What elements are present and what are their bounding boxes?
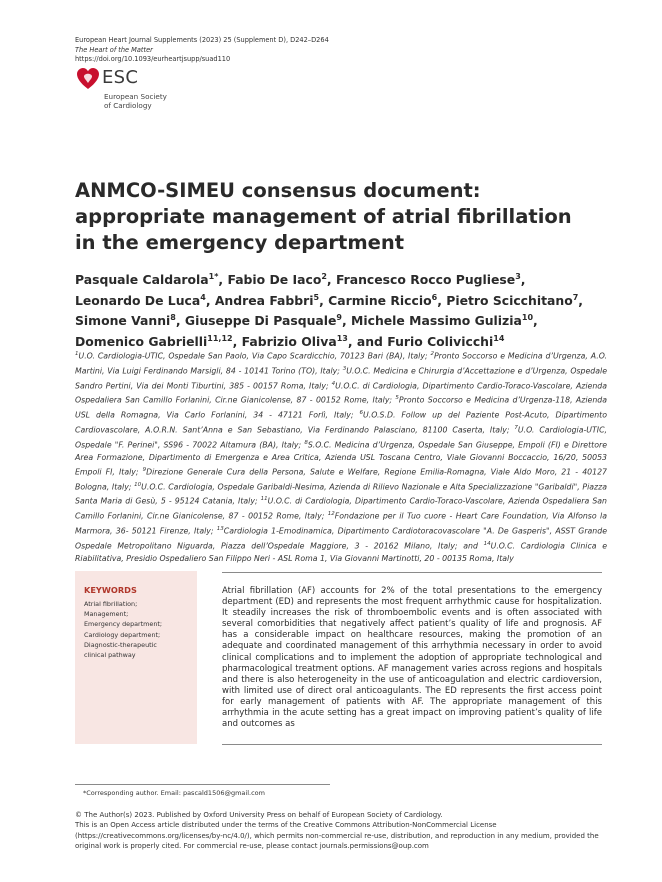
abstract-text: Atrial fibrillation (AF) accounts for 2% of the total presentations to the emergency department (ED) and represents the most frequent arrhythmic cause for hospitalization. It steadily increases the risk of thromboembolic events and is often associated with several comorbidities that negatively affect patient’s quality of life and prognosis. AF has a considerable impact on healthcare resources, making the promotion of an adequate and coordinated management of this arrhythmia necessary in order to avoid clinical complications and to implement the adoption of appropriate technological and pharmacological treatment options. AF management varies across regions and hospitals and there is also heterogeneity in the use of anticoagulation and electric cardioversion, with limited use of direct oral anticoagulants. The ED represents the first access point for early management of patients with AF. The appropriate management of this arrhythmia in the acute setting has a great impact on improving patient’s quality of life and outcomes as: [222, 586, 602, 730]
affiliation-text: U.O.S.D. Follow up del Paziente Post-Acuto, Dipartimento Cardiovascolare, A.O.R.N. Sant’Anna e San Sebastiano, Via Ferdinando Palasciano, 81100 Caserta, Italy;: [75, 410, 607, 435]
affiliation-text: U.O.C. Cardiologia, Ospedale Garibaldi-Nesima, Azienda di Rilievo Nazionale e Alta Specializzazione "Garibaldi", Piazza Santa Maria di Gesù, 5 - 95124 Catania, Italy;: [75, 482, 608, 506]
author-name: Pietro Scicchitano: [446, 292, 573, 308]
affiliation-number: 10: [134, 481, 142, 488]
doi-link[interactable]: https://doi.org/10.1093/eurheartjsupp/suad110: [75, 55, 231, 63]
author-affiliation-mark: 9: [336, 313, 342, 323]
keywords-list: [84, 599, 162, 660]
affiliation-text: U.O.C. di Cardiologia, Dipartimento Cardio-Toraco-Vascolare, Azienda Ospedaliera San Camillo Forlanini, Cir.ne Gianicolense, 87 - 00152 Rome, Italy;: [75, 381, 607, 405]
author-name: Domenico Gabrielli: [75, 334, 208, 349]
author-affiliation-mark: 6: [431, 292, 438, 302]
affiliation-number: 14: [483, 540, 491, 547]
esc-heart-icon: [76, 67, 100, 91]
affiliation-text: U.O. Cardiologia-UTIC, Ospedale San Paolo, Via Capo Scardicchio, 70123 Bari (BA), Italy;: [78, 351, 431, 361]
affiliation-number: 3: [342, 365, 347, 372]
affiliation-number: 4: [331, 380, 336, 387]
author-affiliation-mark: 14: [493, 333, 505, 343]
author-affiliation-mark: 13: [336, 333, 348, 343]
author-name: Leonardo De Luca: [75, 292, 201, 308]
affiliation-text: U.O.C. Medicina e Chirurgia d’Accettazione e d’Urgenza, Ospedale Sandro Pertini, Via dei Monti Tiburtini, 385 - 00157 Roma, Italy;: [75, 366, 607, 391]
affiliation-number: 5: [395, 395, 399, 402]
keyword-item: Management;: [84, 610, 129, 619]
author-affiliation-mark: 2: [321, 272, 327, 281]
affiliation-number: 1: [75, 351, 79, 357]
author-name: Carmine Riccio: [328, 292, 432, 308]
affiliation-text: U.O. Cardiologia-UTIC, Ospedale "F. Perinei", SS96 - 70022 Altamura (BA), Italy;: [75, 425, 607, 450]
author-name: Giuseppe Di Pasquale: [184, 313, 337, 329]
esc-logo: [76, 67, 196, 117]
license-text: This is an Open Access article distributed under the terms of the Creative Commons Attribution-NonCommercial License (https://creativecommons.org/licenses/by-nc/4.0/), which permits non-commercial re-use, distribution, and reproduction in any medium, provided the original work is properly cited. For commercial re-use, please contact journals.permissions@oup.com: [75, 821, 599, 851]
affiliations: [75, 348, 607, 565]
keyword-item: clinical pathway: [84, 651, 136, 660]
author-name: Andrea Fabbri: [214, 292, 314, 308]
author-affiliation-mark: 8: [170, 313, 176, 323]
affiliation-text: U.O.C. Cardiologia Clinica e Riabilitativa, Presidio Ospedaliero San Filippo Neri - ASL Roma 1, Via Giovanni Martinotti, 20 - 00135 Roma, Italy: [75, 541, 607, 563]
esc-fullname: [104, 92, 167, 110]
keyword-item: Atrial fibrillation;: [84, 600, 138, 608]
affiliation-text: S.O.C. Medicina d’Urgenza, Ospedale San Giuseppe, Empoli (FI) e Direttore Area Formazione, Dipartimento di Emergenza e Area Critica, Azienda USL Toscana Centro, Viale Giovanni Boccaccio, 16/20, 50053 Empoli FI, Italy;: [75, 440, 607, 477]
author-affiliation-mark: 1*: [208, 272, 219, 281]
author-name: Furio Colivicchi: [387, 334, 494, 349]
author-name: Fabrizio Oliva: [241, 334, 337, 349]
author-affiliation-mark: 3: [515, 272, 521, 281]
keywords-heading: KEYWORDS: [84, 585, 137, 595]
author-name: Fabio De Iaco: [227, 272, 322, 288]
affiliation-text: Pronto Soccorso e Medicina d’Urgenza, A.O. Martini, Via Luigi Ferdinando Marsigli, 84 - 10141 Torino (TO), Italy;: [75, 351, 607, 376]
author-name: Michele Massimo Gulizia: [351, 313, 522, 329]
journal-header: [75, 36, 329, 65]
abstract-top-rule: [222, 572, 602, 573]
author-name: Francesco Rocco Pugliese: [335, 272, 516, 288]
copyright-notice: [75, 810, 605, 852]
author-affiliation-mark: 10: [521, 313, 534, 323]
article-title: ANMCO-SIMEU consensus document: appropriate management of atrial fibrillation in the emergency department: [75, 179, 572, 254]
affiliation-text: U.O.C. di Cardiologia, Dipartimento Cardio-Toraco-Vascolare, Azienda Ospedaliera San Camillo Forlanini, Cir.ne Gianicolense, 87 - 00152 Rome, Italy;: [75, 496, 607, 521]
copyright-line: © The Author(s) 2023. Published by Oxford University Press on behalf of European Society of Cardiology.: [75, 811, 443, 819]
affiliation-number: 6: [359, 410, 364, 417]
author-affiliation-mark: 5: [313, 292, 320, 302]
corresponding-author-note: *Corresponding author. Email: pascald1506@gmail.com: [83, 789, 265, 797]
affiliation-number: 12: [327, 511, 335, 518]
affiliation-text: Pronto Soccorso e Medicina d’Urgenza-118, Azienda USL della Romagna, Via Carlo Forlanini, 34 - 47121 Forlì, Italy;: [75, 395, 607, 420]
affiliation-number: 13: [216, 525, 224, 532]
esc-fullname-line2: of Cardiology: [104, 101, 152, 110]
footnote-rule: [75, 784, 330, 785]
keyword-item: Cardiology department;: [84, 630, 161, 639]
author-affiliation-mark: 4: [200, 292, 206, 302]
author-affiliation-mark: 11,12: [207, 333, 233, 343]
esc-fullname-line1: European Society: [104, 92, 167, 101]
author-name: Simone Vanni: [75, 313, 171, 329]
esc-wordmark: ESC: [102, 67, 139, 88]
journal-citation: European Heart Journal Supplements (2023) 25 (Supplement D), D242–D264: [75, 36, 329, 44]
affiliation-number: 2: [430, 351, 434, 357]
affiliation-text: Cardiologia 1-Emodinamica, Dipartimento Cardiotoracovascolare "A. De Gasperis", ASST Grande Ospedale Metropolitano Niguarda, Piazza dell’Ospedale Maggiore, 3 - 20162 Milano, Italy; and: [75, 526, 607, 551]
author-list: Pasquale Caldarola$^{1*}$, Fabio De Iaco$^2$, Francesco Rocco Pugliese$^3$, Leonardo De Luca$^4$, Andrea Fabbri$^5$, Carmine Riccio$^6$, Pietro Scicchitano$^7$, Simone Vanni$^8$, Giuseppe Di Pasquale$^9$, Michele Massimo Gulizia$^{10}$, Domenico Gabrielli$^{11,12}$, Fabrizio Oliva$^{13}$, and Furio Colivicchi$^{14}$: [75, 272, 584, 349]
affiliation-number: 9: [142, 466, 147, 473]
journal-section: The Heart of the Matter: [75, 45, 153, 54]
affiliation-number: 11: [260, 496, 268, 503]
abstract-bottom-rule: [222, 744, 602, 745]
author-affiliation-mark: 7: [572, 292, 579, 302]
keyword-item: Diagnostic-therapeutic: [84, 640, 157, 649]
author-name: Pasquale Caldarola: [75, 272, 209, 288]
keywords-box: [75, 571, 197, 744]
affiliation-text: Fondazione per il Tuo cuore - Heart Care Foundation, Via Alfonso la Marmora, 36- 50121 Firenze, Italy;: [75, 511, 607, 536]
affiliation-text: Direzione Generale Cura della Persona, Salute e Welfare, Regione Emilia-Romagna, Viale Aldo Moro, 21 - 40127 Bologna, Italy;: [75, 467, 607, 492]
affiliation-number: 8: [304, 439, 308, 446]
affiliation-number: 7: [514, 424, 518, 431]
keyword-item: Emergency department;: [84, 620, 163, 629]
